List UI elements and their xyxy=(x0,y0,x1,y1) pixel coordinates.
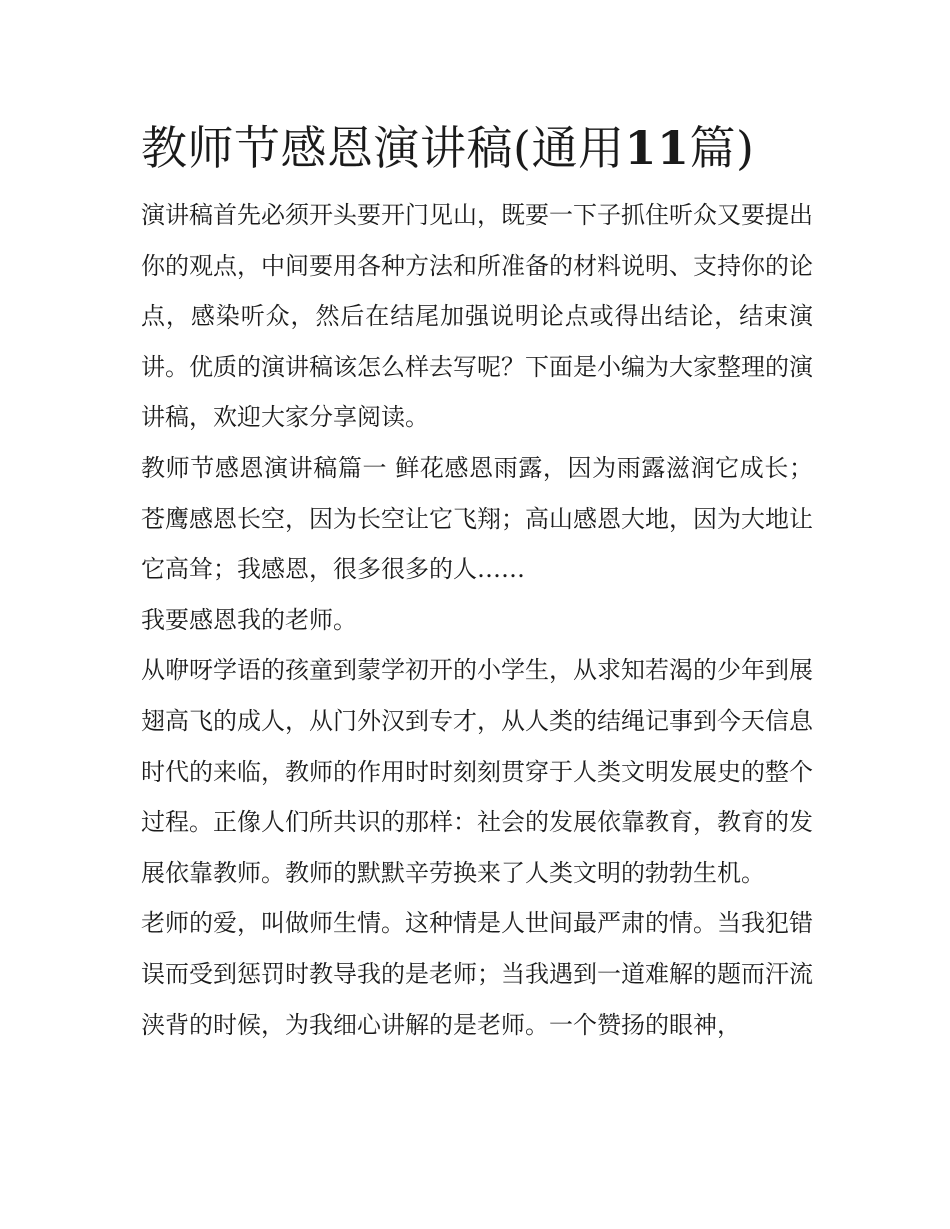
title-text-part1: 教师节感恩演讲稿(通用 xyxy=(141,121,625,175)
title-number: 11 xyxy=(624,121,690,175)
document-body xyxy=(141,112,813,1050)
paragraph-thank-teacher: 我要感恩我的老师。 xyxy=(141,605,357,634)
paragraph-teacher-role: 从咿呀学语的孩童到蒙学初开的小学生，从求知若渴的少年到展翅高飞的成人，从门外汉到专才，从人类的结绳记事到今天信息时代的来临，教师的作用时时刻刻贯穿于人类文明发展史的整个过程。正像人们所共识的那样：社会的发展依靠教育，教育的发展依靠教师。教师的默默辛劳换来了人类文明的勃勃生机。 xyxy=(141,656,813,887)
paragraph-speech-one-opening: 教师节感恩演讲稿篇一 鲜花感恩雨露，因为雨露滋润它成长；苍鹰感恩长空，因为长空让它飞翔；高山感恩大地，因为大地让它高耸；我感恩，很多很多的人…… xyxy=(141,453,813,584)
title-text-part2: 篇) xyxy=(689,121,755,175)
paragraph-intro: 演讲稿首先必须开头要开门见山，既要一下子抓住听众又要提出你的观点，中间要用各种方法和所准备的材料说明、支持你的论点，感染听众，然后在结尾加强说明论点或得出结论，结束演讲。优质的演讲稿该怎么样去写呢？下面是小编为大家整理的演讲稿，欢迎大家分享阅读。 xyxy=(141,201,813,432)
document-title xyxy=(141,112,813,184)
paragraph-teacher-love: 老师的爱，叫做师生情。这种情是人世间最严肃的情。当我犯错误而受到惩罚时教导我的是老师；当我遇到一道难解的题而汗流浃背的时候，为我细心讲解的是老师。一个赞扬的眼神， xyxy=(141,909,813,1039)
